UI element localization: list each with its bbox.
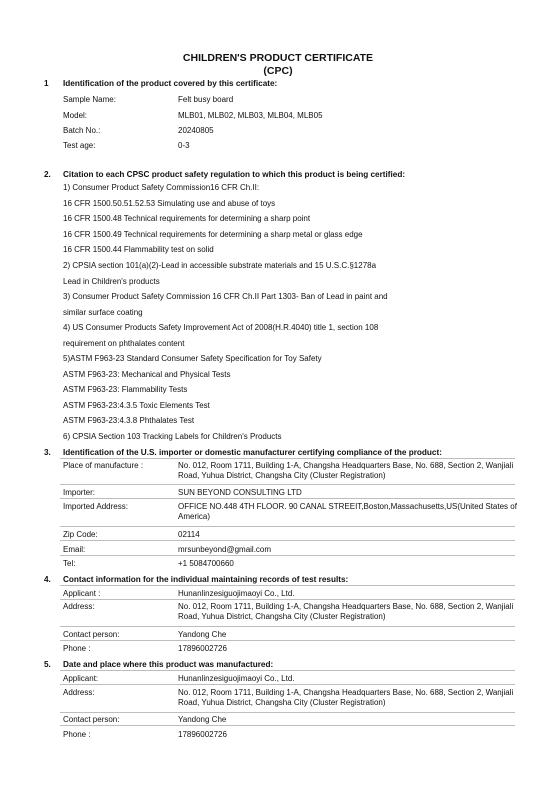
citation-line: 16 CFR 1500.50.51.52.53 Simulating use and abuse of toys xyxy=(63,199,276,208)
citation-line: 16 CFR 1500.44 Flammability test on solid xyxy=(63,245,214,254)
row-divider xyxy=(60,555,515,556)
citation-line: 16 CFR 1500.49 Technical requirements for determining a sharp metal or glass edge xyxy=(63,230,363,239)
imported-address-label: Imported Address: xyxy=(63,502,128,511)
citation-line: ASTM F963-23: Mechanical and Physical Tests xyxy=(63,370,231,379)
citation-line: 3) Consumer Product Safety Commission 16 CFR Ch.II Part 1303- Ban of Lead in paint and xyxy=(63,292,388,301)
section-4-divider xyxy=(60,585,515,586)
row-divider xyxy=(60,484,515,485)
sample-name-label: Sample Name: xyxy=(63,95,116,104)
citation-line: similar surface coating xyxy=(63,308,143,317)
address-label: Address: xyxy=(63,688,95,697)
batch-no-label: Batch No.: xyxy=(63,126,101,135)
place-of-manufacture-label: Place of manufacture : xyxy=(63,461,144,470)
citation-line: ASTM F963-23:4.3.5 Toxic Elements Test xyxy=(63,401,210,410)
phone-label: Phone : xyxy=(63,730,91,739)
address-value: No. 012, Room 1711, Building 1-A, Changsha Headquarters Base, No. 688, Section 2, Wanjiali Road, Yuhua District, Changsha City (Cluster Registration) xyxy=(178,688,514,707)
citation-line: 16 CFR 1500.48 Technical requirements for determining a sharp point xyxy=(63,214,311,223)
row-divider xyxy=(60,684,515,685)
citation-line: ASTM F963-23: Flammability Tests xyxy=(63,385,188,394)
row-divider xyxy=(60,712,515,713)
row-divider xyxy=(60,640,515,641)
row-divider xyxy=(60,599,515,600)
place-of-manufacture-value: No. 012, Room 1711, Building 1-A, Changsha Headquarters Base, No. 688, Section 2, Wanjiali Road, Yuhua District, Changsha City (Cluster Registration) xyxy=(178,461,514,480)
email-label: Email: xyxy=(63,545,86,554)
row-divider xyxy=(60,498,515,499)
citation-line: ASTM F963-23:4.3.8 Phthalates Test xyxy=(63,416,195,425)
model-value: MLB01, MLB02, MLB03, MLB04, MLB05 xyxy=(178,111,323,120)
citation-line: 2) CPSIA section 101(a)(2)-Lead in accessible substrate materials and 15 U.S.C.§1278a xyxy=(63,261,377,270)
row-divider xyxy=(60,526,515,527)
row-divider xyxy=(60,626,515,627)
row-divider xyxy=(60,725,515,726)
applicant-value: Hunanlinzesiguojimaoyi Co., Ltd. xyxy=(178,674,295,683)
phone-value: 17896002726 xyxy=(178,644,227,653)
row-divider xyxy=(60,540,515,541)
contact-person-label: Contact person: xyxy=(63,630,120,639)
phone-value: 17896002726 xyxy=(178,730,227,739)
tel-label: Tel: xyxy=(63,559,76,568)
imported-address-value: OFFICE NO.448 4TH FLOOR. 90 CANAL STREEIT,Boston,Massachusetts,US(United States of America) xyxy=(178,502,517,521)
address-label: Address: xyxy=(63,602,95,611)
section-4-number: 4. xyxy=(44,575,51,584)
section-4-title: Contact information for the individual maintaining records of test results: xyxy=(63,575,349,584)
citation-line: 5)ASTM F963-23 Standard Consumer Safety Specification for Toy Safety xyxy=(63,354,322,363)
zip-code-label: Zip Code: xyxy=(63,530,98,539)
phone-label: Phone : xyxy=(63,644,91,653)
citation-line: requirement on phthalates content xyxy=(63,339,185,348)
contact-person-label: Contact person: xyxy=(63,715,120,724)
test-age-value: 0-3 xyxy=(178,141,190,150)
section-3-divider xyxy=(60,458,515,459)
section-2-title: Citation to each CPSC product safety regulation to which this product is being certified: xyxy=(63,170,406,179)
importer-label: Importer: xyxy=(63,488,96,497)
contact-person-value: Yandong Che xyxy=(178,630,227,639)
section-5-number: 5. xyxy=(44,660,51,669)
section-5-title: Date and place where this product was manufactured: xyxy=(63,660,274,669)
title-line-1: CHILDREN'S PRODUCT CERTIFICATE xyxy=(182,52,374,64)
section-1-number: 1 xyxy=(44,79,49,88)
applicant-label: Applicant : xyxy=(63,589,101,598)
citation-line: Lead in Children's products xyxy=(63,277,160,286)
citation-line: 6) CPSIA Section 103 Tracking Labels for Children's Products xyxy=(63,432,282,441)
section-1-title: Identification of the product covered by this certificate: xyxy=(63,79,278,88)
model-label: Model: xyxy=(63,111,88,120)
batch-no-value: 20240805 xyxy=(178,126,214,135)
section-3-number: 3. xyxy=(44,448,51,457)
test-age-label: Test age: xyxy=(63,141,96,150)
section-2-number: 2. xyxy=(44,170,51,179)
section-5-divider xyxy=(60,670,515,671)
importer-value: SUN BEYOND CONSULTING LTD xyxy=(178,488,302,497)
document-title xyxy=(0,52,556,78)
applicant-label: Applicant: xyxy=(63,674,99,683)
address-value: No. 012, Room 1711, Building 1-A, Changsha Headquarters Base, No. 688, Section 2, Wanjiali Road, Yuhua District, Changsha City (Cluster Registration) xyxy=(178,602,514,621)
title-line-2: (CPC) xyxy=(263,65,293,77)
applicant-value: Hunanlinzesiguojimaoyi Co., Ltd. xyxy=(178,589,295,598)
sample-name-value: Felt busy board xyxy=(178,95,234,104)
tel-value: +1 5084700660 xyxy=(178,559,234,568)
citation-line: 4) US Consumer Products Safety Improvement Act of 2008(H.R.4040) title 1, section 108 xyxy=(63,323,379,332)
email-value: mrsunbeyond@gmail.com xyxy=(178,545,272,554)
zip-code-value: 02114 xyxy=(178,530,200,539)
contact-person-value: Yandong Che xyxy=(178,715,227,724)
citation-line: 1) Consumer Product Safety Commission16 CFR Ch.II: xyxy=(63,183,260,192)
section-3-title: Identification of the U.S. importer or domestic manufacturer certifying compliance of the product: xyxy=(63,448,442,457)
